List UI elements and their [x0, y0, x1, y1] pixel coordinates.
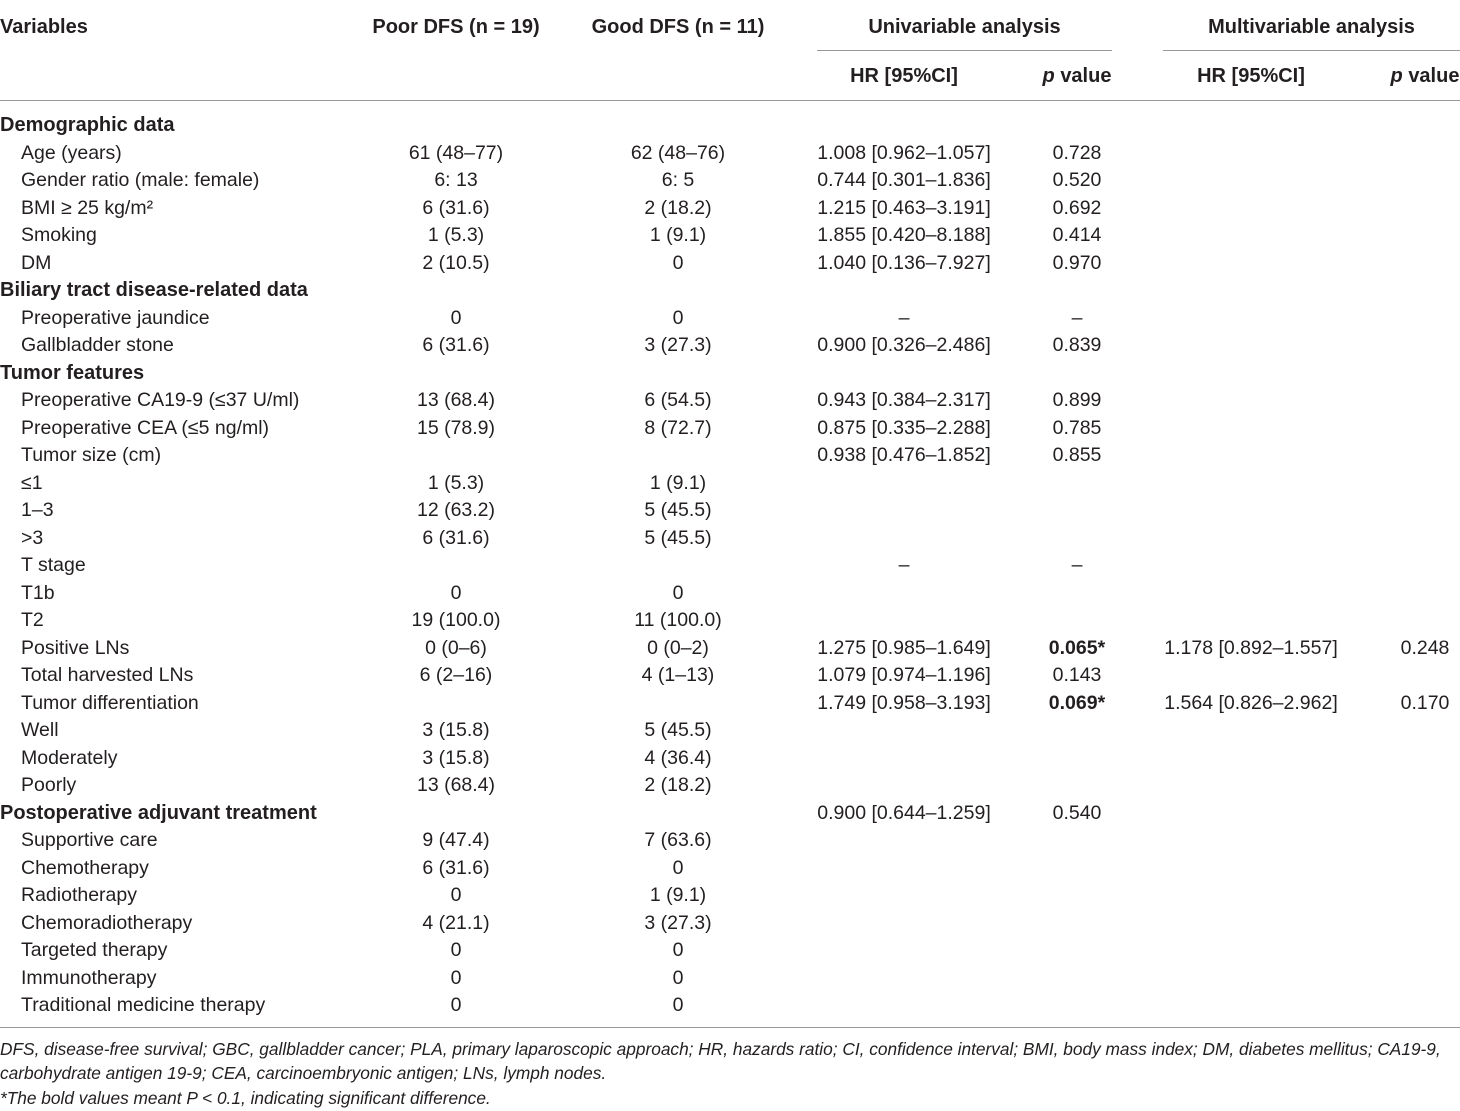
row-label: Moderately [21, 746, 118, 769]
multivariable-p-value [1390, 992, 1460, 1020]
table-row [0, 662, 1460, 690]
row-label: Postoperative adjuvant treatment [0, 801, 317, 824]
multivariable-hr-value [1112, 470, 1390, 498]
univariable-hr-header: HR [95%CI] [850, 65, 958, 87]
table-footnote [0, 1028, 1460, 1111]
univariable-p-value [1042, 470, 1112, 498]
multivariable-p-value [1390, 415, 1460, 443]
table-row [0, 965, 1460, 993]
multivariable-hr-value [1112, 580, 1390, 608]
univariable-p-value [1042, 937, 1112, 965]
table-row [0, 222, 1460, 250]
section-row [0, 112, 1460, 140]
univariable-hr-value [766, 937, 1042, 965]
univariable-p-value [1042, 992, 1112, 1020]
univariable-p-value: 0.839 [1052, 334, 1102, 356]
multivariable-p-value [1390, 552, 1460, 580]
univariable-p-value [1042, 497, 1112, 525]
univariable-p-value: – [1071, 306, 1083, 329]
multivariable-hr-value: 1.178 [0.892–1.557] [1164, 636, 1338, 659]
good-dfs-value: 0 [672, 581, 684, 604]
row-label: Gallbladder stone [21, 334, 174, 356]
good-dfs-value [590, 552, 766, 580]
multivariable-hr-value [1112, 910, 1390, 938]
multivariable-hr-value [1112, 112, 1390, 140]
row-label: Smoking [21, 224, 97, 246]
multivariable-hr-value [1112, 442, 1390, 470]
good-dfs-value [590, 360, 766, 388]
multivariable-hr-value [1112, 882, 1390, 910]
univariable-p-value: 0.065* [1048, 636, 1106, 659]
multivariable-hr-value [1112, 415, 1390, 443]
poor-dfs-value: 12 (63.2) [416, 499, 496, 521]
multivariable-group [1112, 0, 1460, 51]
univariable-hr-value: 0.744 [0.301–1.836] [817, 169, 991, 191]
univariable-p-value: 0.540 [1052, 801, 1102, 824]
univariable-hr-value [766, 992, 1042, 1020]
univariable-hr-value [766, 965, 1042, 993]
univariable-p-value [1042, 772, 1112, 800]
univariable-hr-value [766, 745, 1042, 773]
multivariable-hr-value [1112, 387, 1390, 415]
univariable-hr-value: 1.855 [0.420–8.188] [817, 224, 991, 246]
table-row [0, 992, 1460, 1020]
table-row [0, 140, 1460, 168]
p-value-label: value [1408, 65, 1460, 87]
univariable-p-value [1042, 360, 1112, 388]
significance-note: *The bold values meant P < 0.1, indicating significant difference. [0, 1087, 491, 1108]
row-label: Positive LNs [21, 636, 130, 659]
univariable-hr-value [766, 497, 1042, 525]
multivariable-p-value [1390, 195, 1460, 223]
good-dfs-value: 6 (54.5) [644, 389, 712, 411]
row-label: T1b [21, 581, 55, 604]
univariable-hr-value: 1.008 [0.962–1.057] [817, 141, 991, 164]
poor-dfs-value: 15 (78.9) [416, 416, 496, 439]
row-label: Total harvested LNs [21, 664, 194, 686]
row-label: Poorly [21, 774, 77, 796]
poor-dfs-value [322, 552, 590, 580]
good-dfs-value: 2 (18.2) [644, 196, 712, 219]
poor-dfs-value [322, 277, 590, 305]
multivariable-p-value [1390, 717, 1460, 745]
univariable-hr-value [766, 607, 1042, 635]
good-dfs-value: 5 (45.5) [644, 499, 712, 521]
row-label: Tumor differentiation [21, 691, 199, 714]
multivariable-hr-value [1112, 827, 1390, 855]
poor-dfs-value: 9 (47.4) [422, 829, 490, 851]
good-dfs-value [590, 112, 766, 140]
poor-dfs-value: 6: 13 [434, 169, 478, 191]
row-label: Preoperative jaundice [21, 306, 210, 329]
multivariable-p-value [1390, 497, 1460, 525]
multivariable-p-value [1390, 855, 1460, 883]
table-body [0, 101, 1460, 1028]
table-row [0, 305, 1460, 333]
table-row [0, 717, 1460, 745]
good-dfs-value [590, 277, 766, 305]
univariable-hr-value: 0.943 [0.384–2.317] [817, 389, 991, 411]
table-row [0, 470, 1460, 498]
table-row [0, 167, 1460, 195]
multivariable-hr-value [1112, 497, 1390, 525]
univariable-analysis-header: Univariable analysis [817, 0, 1112, 51]
table-row [0, 415, 1460, 443]
variables-header: Variables [0, 16, 88, 38]
good-dfs-value: 1 (9.1) [649, 884, 707, 906]
multivariable-p-value [1390, 250, 1460, 278]
table-row [0, 525, 1460, 553]
poor-dfs-value: 1 (5.3) [427, 471, 485, 494]
multivariable-p-value [1390, 442, 1460, 470]
good-dfs-value: 0 [672, 306, 684, 329]
univariable-hr-value [766, 717, 1042, 745]
good-dfs-value: 1 (9.1) [649, 471, 707, 494]
good-dfs-value [590, 800, 766, 828]
poor-dfs-value [322, 690, 590, 718]
header-row-measures [0, 51, 1460, 101]
good-dfs-value [590, 442, 766, 470]
multivariable-p-value [1390, 112, 1460, 140]
table-row [0, 552, 1460, 580]
poor-dfs-value: 6 (31.6) [422, 526, 490, 549]
table-row [0, 635, 1460, 663]
row-label: Preoperative CA19-9 (≤37 U/ml) [21, 389, 300, 411]
multivariable-p-value [1390, 800, 1460, 828]
univariable-p-value: 0.785 [1052, 416, 1102, 439]
poor-dfs-header: Poor DFS (n = 19) [372, 16, 540, 38]
multivariable-hr-value [1112, 195, 1390, 223]
multivariable-p-value [1390, 827, 1460, 855]
poor-dfs-value: 19 (100.0) [411, 609, 501, 631]
multivariable-p-value [1390, 360, 1460, 388]
multivariable-hr-value [1112, 552, 1390, 580]
multivariable-hr-value [1112, 332, 1390, 360]
multivariable-hr-header: HR [95%CI] [1197, 65, 1305, 87]
table-row [0, 497, 1460, 525]
univariable-hr-value [766, 277, 1042, 305]
univariable-p-value [1042, 607, 1112, 635]
univariable-hr-value: 0.900 [0.644–1.259] [817, 801, 991, 824]
table-row [0, 882, 1460, 910]
table-row [0, 387, 1460, 415]
table-row [0, 690, 1460, 718]
row-label: Traditional medicine therapy [21, 994, 266, 1016]
multivariable-p-value [1390, 222, 1460, 250]
row-label: Targeted therapy [21, 939, 168, 961]
univariable-hr-value: 1.040 [0.136–7.927] [817, 251, 991, 274]
multivariable-p-value: 0.248 [1400, 636, 1450, 659]
good-dfs-value: 7 (63.6) [644, 829, 712, 851]
poor-dfs-value: 0 [450, 994, 462, 1016]
multivariable-p-value [1390, 607, 1460, 635]
p-symbol: p [1390, 65, 1403, 87]
multivariable-p-value [1390, 965, 1460, 993]
univariable-hr-value: 0.900 [0.326–2.486] [817, 334, 991, 356]
univariable-p-value: 0.970 [1052, 251, 1102, 274]
poor-dfs-value [322, 442, 590, 470]
good-dfs-value: 5 (45.5) [644, 719, 712, 741]
multivariable-hr-value [1112, 745, 1390, 773]
multivariable-hr-value [1112, 250, 1390, 278]
univariable-p-value [1042, 717, 1112, 745]
univariable-p-value [1042, 525, 1112, 553]
univariable-p-value [1042, 855, 1112, 883]
table-row [0, 607, 1460, 635]
multivariable-hr-value [1112, 937, 1390, 965]
multivariable-hr-value [1112, 525, 1390, 553]
section-row [0, 277, 1460, 305]
row-label: Tumor size (cm) [21, 444, 162, 466]
multivariable-p-value [1390, 332, 1460, 360]
table-row [0, 332, 1460, 360]
univariable-p-value [1042, 112, 1112, 140]
multivariable-hr-value [1112, 305, 1390, 333]
row-label: DM [21, 251, 52, 274]
multivariable-p-value [1390, 937, 1460, 965]
multivariable-hr-value [1112, 277, 1390, 305]
multivariable-hr-value [1112, 140, 1390, 168]
multivariable-p-value [1390, 305, 1460, 333]
good-dfs-value: 8 (72.7) [644, 416, 712, 439]
univariable-p-value: 0.520 [1052, 169, 1102, 191]
multivariable-p-value [1390, 470, 1460, 498]
row-label: Chemoradiotherapy [21, 911, 193, 934]
univariable-p-value [1042, 882, 1112, 910]
good-dfs-value: 11 (100.0) [634, 609, 722, 631]
table-row [0, 910, 1460, 938]
multivariable-hr-value [1112, 167, 1390, 195]
poor-dfs-value: 6 (31.6) [422, 856, 490, 879]
row-label: T stage [21, 554, 86, 576]
multivariable-p-value [1390, 277, 1460, 305]
poor-dfs-value: 0 [450, 306, 462, 329]
multivariable-hr-value [1112, 772, 1390, 800]
multivariable-p-value [1390, 525, 1460, 553]
multivariable-p-value [1390, 662, 1460, 690]
header-row-groups [0, 0, 1460, 51]
univariable-hr-value: 1.079 [0.974–1.196] [817, 664, 991, 686]
good-dfs-value: 6: 5 [661, 169, 695, 191]
univariable-p-value-header [1042, 63, 1112, 100]
multivariable-hr-value [1112, 855, 1390, 883]
section-row [0, 800, 1460, 828]
section-row [0, 360, 1460, 388]
table-row [0, 855, 1460, 883]
poor-dfs-value [322, 112, 590, 140]
univariable-hr-value: 0.938 [0.476–1.852] [817, 444, 991, 466]
univariable-p-value: 0.414 [1052, 224, 1102, 246]
row-label: Gender ratio (male: female) [21, 169, 260, 191]
poor-dfs-value: 0 [450, 581, 462, 604]
table-row [0, 580, 1460, 608]
univariable-hr-value [766, 882, 1042, 910]
univariable-p-value [1042, 910, 1112, 938]
poor-dfs-value [322, 360, 590, 388]
poor-dfs-value: 0 [450, 884, 462, 906]
abbreviations-note: DFS, disease-free survival; GBC, gallbladder cancer; PLA, primary laparoscopic approach; HR, hazards ratio; CI, confidence interval; BMI, body mass index; DM, diabetes mellitus; CA19-9, carbohydrate antigen 19-9; CEA, carcinoembryonic antigen; LNs, lymph nodes. [0, 1038, 1441, 1083]
multivariable-hr-value: 1.564 [0.826–2.962] [1164, 691, 1338, 714]
univariable-hr-value: 1.749 [0.958–3.193] [817, 691, 991, 714]
univariable-p-value: – [1071, 554, 1083, 576]
multivariable-analysis-header: Multivariable analysis [1163, 0, 1460, 51]
univariable-hr-value [766, 360, 1042, 388]
univariable-hr-value [766, 855, 1042, 883]
univariable-p-value [1042, 827, 1112, 855]
row-label: Demographic data [0, 114, 175, 136]
poor-dfs-value: 1 (5.3) [427, 224, 485, 246]
multivariable-hr-value [1112, 717, 1390, 745]
good-dfs-value [590, 690, 766, 718]
good-dfs-value: 2 (18.2) [644, 774, 712, 796]
table-row [0, 937, 1460, 965]
table-row [0, 745, 1460, 773]
poor-dfs-value: 6 (31.6) [422, 196, 490, 219]
good-dfs-value: 0 [672, 994, 684, 1016]
poor-dfs-value [322, 800, 590, 828]
multivariable-p-value [1390, 745, 1460, 773]
row-label: Age (years) [21, 141, 122, 164]
good-dfs-value: 4 (36.4) [644, 746, 712, 769]
univariable-hr-value: – [898, 554, 910, 576]
good-dfs-value: 62 (48–76) [630, 141, 726, 164]
univariable-p-value [1042, 277, 1112, 305]
good-dfs-value: 0 [672, 939, 684, 961]
poor-dfs-value: 0 [450, 939, 462, 961]
poor-dfs-value: 3 (15.8) [422, 719, 490, 741]
table-row [0, 250, 1460, 278]
univariable-p-value: 0.143 [1052, 664, 1102, 686]
univariable-p-value [1042, 745, 1112, 773]
row-label: Immunotherapy [21, 966, 157, 989]
multivariable-hr-value [1112, 607, 1390, 635]
multivariable-hr-value [1112, 662, 1390, 690]
row-label: Preoperative CEA (≤5 ng/ml) [21, 416, 270, 439]
row-label: Supportive care [21, 829, 158, 851]
good-dfs-value: 1 (9.1) [649, 224, 707, 246]
univariable-hr-value [766, 470, 1042, 498]
multivariable-p-value [1390, 580, 1460, 608]
univariable-p-value: 0.069* [1048, 691, 1106, 714]
row-label: >3 [21, 526, 44, 549]
multivariable-p-value [1390, 387, 1460, 415]
multivariable-p-value: 0.170 [1400, 691, 1450, 714]
poor-dfs-value: 13 (68.4) [416, 389, 496, 411]
poor-dfs-value: 0 (0–6) [425, 636, 487, 659]
poor-dfs-value: 6 (31.6) [422, 334, 490, 356]
univariable-hr-value [766, 772, 1042, 800]
poor-dfs-value: 0 [450, 966, 462, 989]
good-dfs-value: 3 (27.3) [644, 911, 712, 934]
good-dfs-value: 0 [672, 856, 684, 879]
row-label: 1–3 [21, 499, 54, 521]
p-symbol: p [1042, 65, 1055, 87]
poor-dfs-value: 6 (2–16) [419, 664, 493, 686]
poor-dfs-value: 3 (15.8) [422, 746, 490, 769]
row-label: T2 [21, 609, 44, 631]
table-row [0, 827, 1460, 855]
multivariable-hr-value [1112, 965, 1390, 993]
multivariable-hr-value [1112, 992, 1390, 1020]
row-label: Radiotherapy [21, 884, 137, 906]
row-label: Chemotherapy [21, 856, 149, 879]
univariable-p-value [1042, 965, 1112, 993]
univariable-hr-value: 0.875 [0.335–2.288] [817, 416, 991, 439]
univariable-hr-value: – [898, 306, 910, 329]
good-dfs-value: 0 (0–2) [647, 636, 709, 659]
good-dfs-header: Good DFS (n = 11) [591, 16, 765, 38]
row-label: Well [21, 719, 59, 741]
univariable-p-value: 0.899 [1052, 389, 1102, 411]
univariable-p-value [1042, 580, 1112, 608]
multivariable-p-value [1390, 167, 1460, 195]
good-dfs-value: 3 (27.3) [644, 334, 712, 356]
multivariable-hr-value [1112, 800, 1390, 828]
multivariable-p-value [1390, 910, 1460, 938]
multivariable-p-value [1390, 882, 1460, 910]
multivariable-p-value [1390, 772, 1460, 800]
good-dfs-value: 4 (1–13) [641, 664, 715, 686]
table-row [0, 195, 1460, 223]
univariable-hr-value [766, 112, 1042, 140]
univariable-hr-value [766, 827, 1042, 855]
univariable-p-value: 0.855 [1052, 444, 1102, 466]
row-label: Tumor features [0, 361, 145, 384]
multivariable-p-value-header [1390, 63, 1460, 100]
good-dfs-value: 0 [672, 251, 684, 274]
poor-dfs-value: 2 (10.5) [422, 251, 490, 274]
univariable-p-value: 0.692 [1052, 196, 1102, 219]
univariable-hr-value: 1.215 [0.463–3.191] [817, 196, 991, 219]
row-label: BMI ≥ 25 kg/m² [21, 196, 154, 219]
table-row [0, 442, 1460, 470]
univariable-hr-value: 1.275 [0.985–1.649] [817, 636, 991, 659]
univariable-hr-value [766, 525, 1042, 553]
univariable-group [766, 0, 1112, 51]
multivariable-hr-value [1112, 222, 1390, 250]
univariable-p-value: 0.728 [1052, 141, 1102, 164]
row-label: Biliary tract disease-related data [0, 279, 308, 301]
poor-dfs-value: 61 (48–77) [408, 141, 504, 164]
multivariable-hr-value [1112, 360, 1390, 388]
row-label: ≤1 [21, 471, 43, 494]
p-value-label: value [1060, 65, 1112, 87]
poor-dfs-value: 13 (68.4) [416, 774, 496, 796]
univariable-hr-value [766, 910, 1042, 938]
table-row [0, 772, 1460, 800]
good-dfs-value: 0 [672, 966, 684, 989]
poor-dfs-value: 4 (21.1) [422, 911, 490, 934]
univariable-hr-value [766, 580, 1042, 608]
multivariable-p-value [1390, 140, 1460, 168]
good-dfs-value: 5 (45.5) [644, 526, 712, 549]
